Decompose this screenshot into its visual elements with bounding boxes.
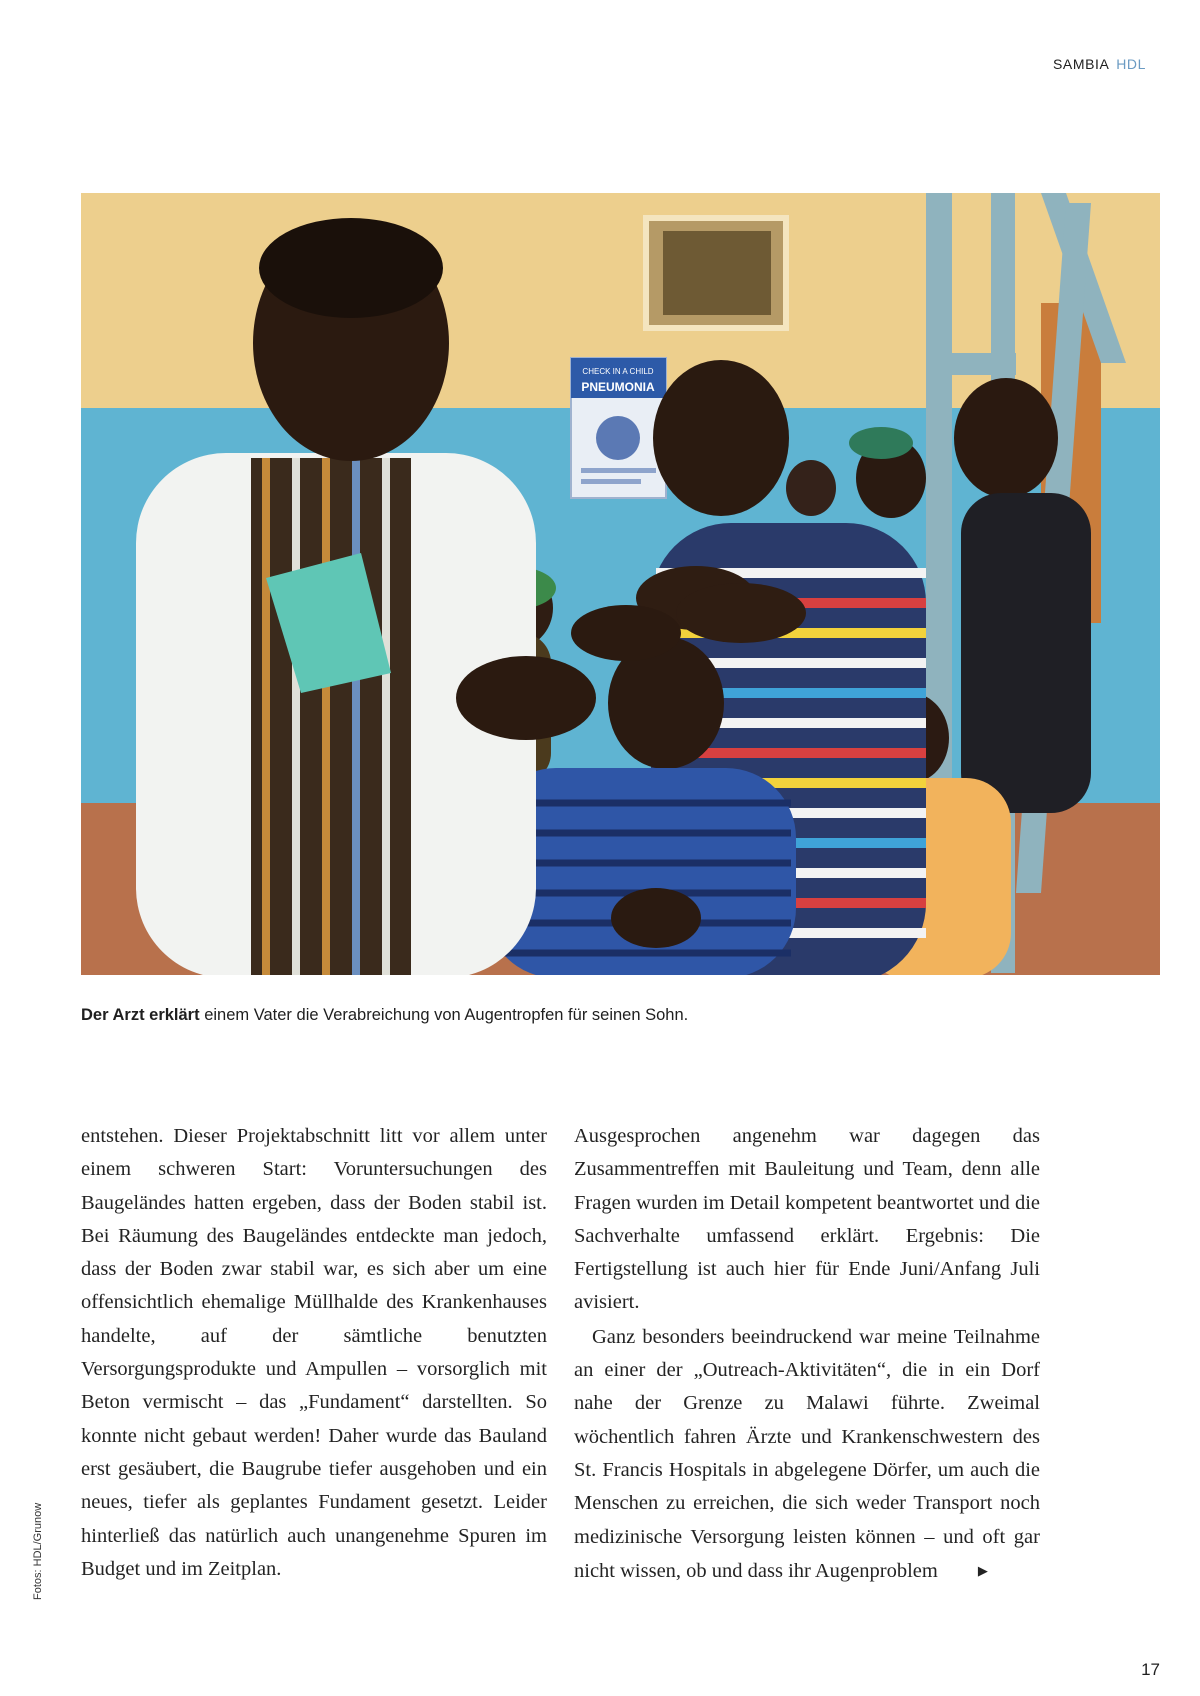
section-label: SAMBIA: [1052, 56, 1109, 72]
text-column-right: [574, 1120, 1040, 1588]
poster-line-2: PNEUMONIA: [581, 380, 655, 394]
text-column-left: [81, 1120, 547, 1586]
continue-arrow-icon: ▶: [977, 1562, 988, 1578]
caption-lead: Der Arzt erklärt: [81, 1006, 200, 1024]
running-header: [1053, 56, 1146, 72]
photo-eye-exam: [81, 193, 1160, 975]
page-number: 17: [1141, 1660, 1160, 1679]
body-paragraph: Ausgesprochen angenehm war dagegen das Zusammentreffen mit Bauleitung und Team, denn alle Fragen wurden im Detail kompetent beantwortet und die Sachverhalte umfassend erklärt. Ergebnis: Die Fertigstellung ist auch hier für Ende Juni/Anfang Juli avisiert.: [574, 1125, 1040, 1314]
body-paragraph-text: Ganz besonders beeindruckend war meine Teilnahme an einer der „Outreach-Aktivitäten“, die in ein Dorf nahe der Grenze zu Malawi führte. Zweimal wöchentlich fahren Ärzte und Krankenschwestern des St. Francis Hospitals in abgelegene Dörfer, um auch die Menschen zu erreichen, die sich weder Transport noch medizinische Versorgung leisten können – und oft gar nicht wissen, ob und dass ihr Augenproblem: [574, 1325, 1040, 1582]
body-paragraph: entstehen. Dieser Projektabschnitt litt vor allem unter einem schweren Start: Voruntersuchungen des Baugeländes hatten ergeben, dass der Boden stabil ist. Bei Räumung des Baugeländes entdeckte man jedoch, dass der Boden zwar stabil war, es sich aber um eine offensichtlich ehemalige Müllhalde des Krankenhauses handelte, auf der sämtliche benutzten Versorgungsprodukte und Ampullen – vorsorglich mit Beton vermischt – das „Fundament“ darstellten. So konnte nicht gebaut werden! Daher wurde das Bauland erst gesäubert, die Baugrube tiefer ausgehoben und ein neues, tiefer als geplantes Fundament gesetzt. Leider hinterließ das natürlich auch unangenehme Spuren im Budget und im Zeitplan.: [81, 1125, 547, 1580]
poster-line-1: CHECK IN A CHILD: [582, 367, 654, 376]
photo-caption: [81, 1006, 688, 1025]
body-paragraph: [574, 1321, 1040, 1588]
photo-credit: Fotos: HDL/Grunow: [32, 1502, 44, 1600]
brand-label: HDL: [1116, 56, 1146, 72]
health-poster: [571, 358, 666, 498]
caption-text: einem Vater die Verabreichung von Augentropfen für seinen Sohn.: [199, 1006, 689, 1024]
